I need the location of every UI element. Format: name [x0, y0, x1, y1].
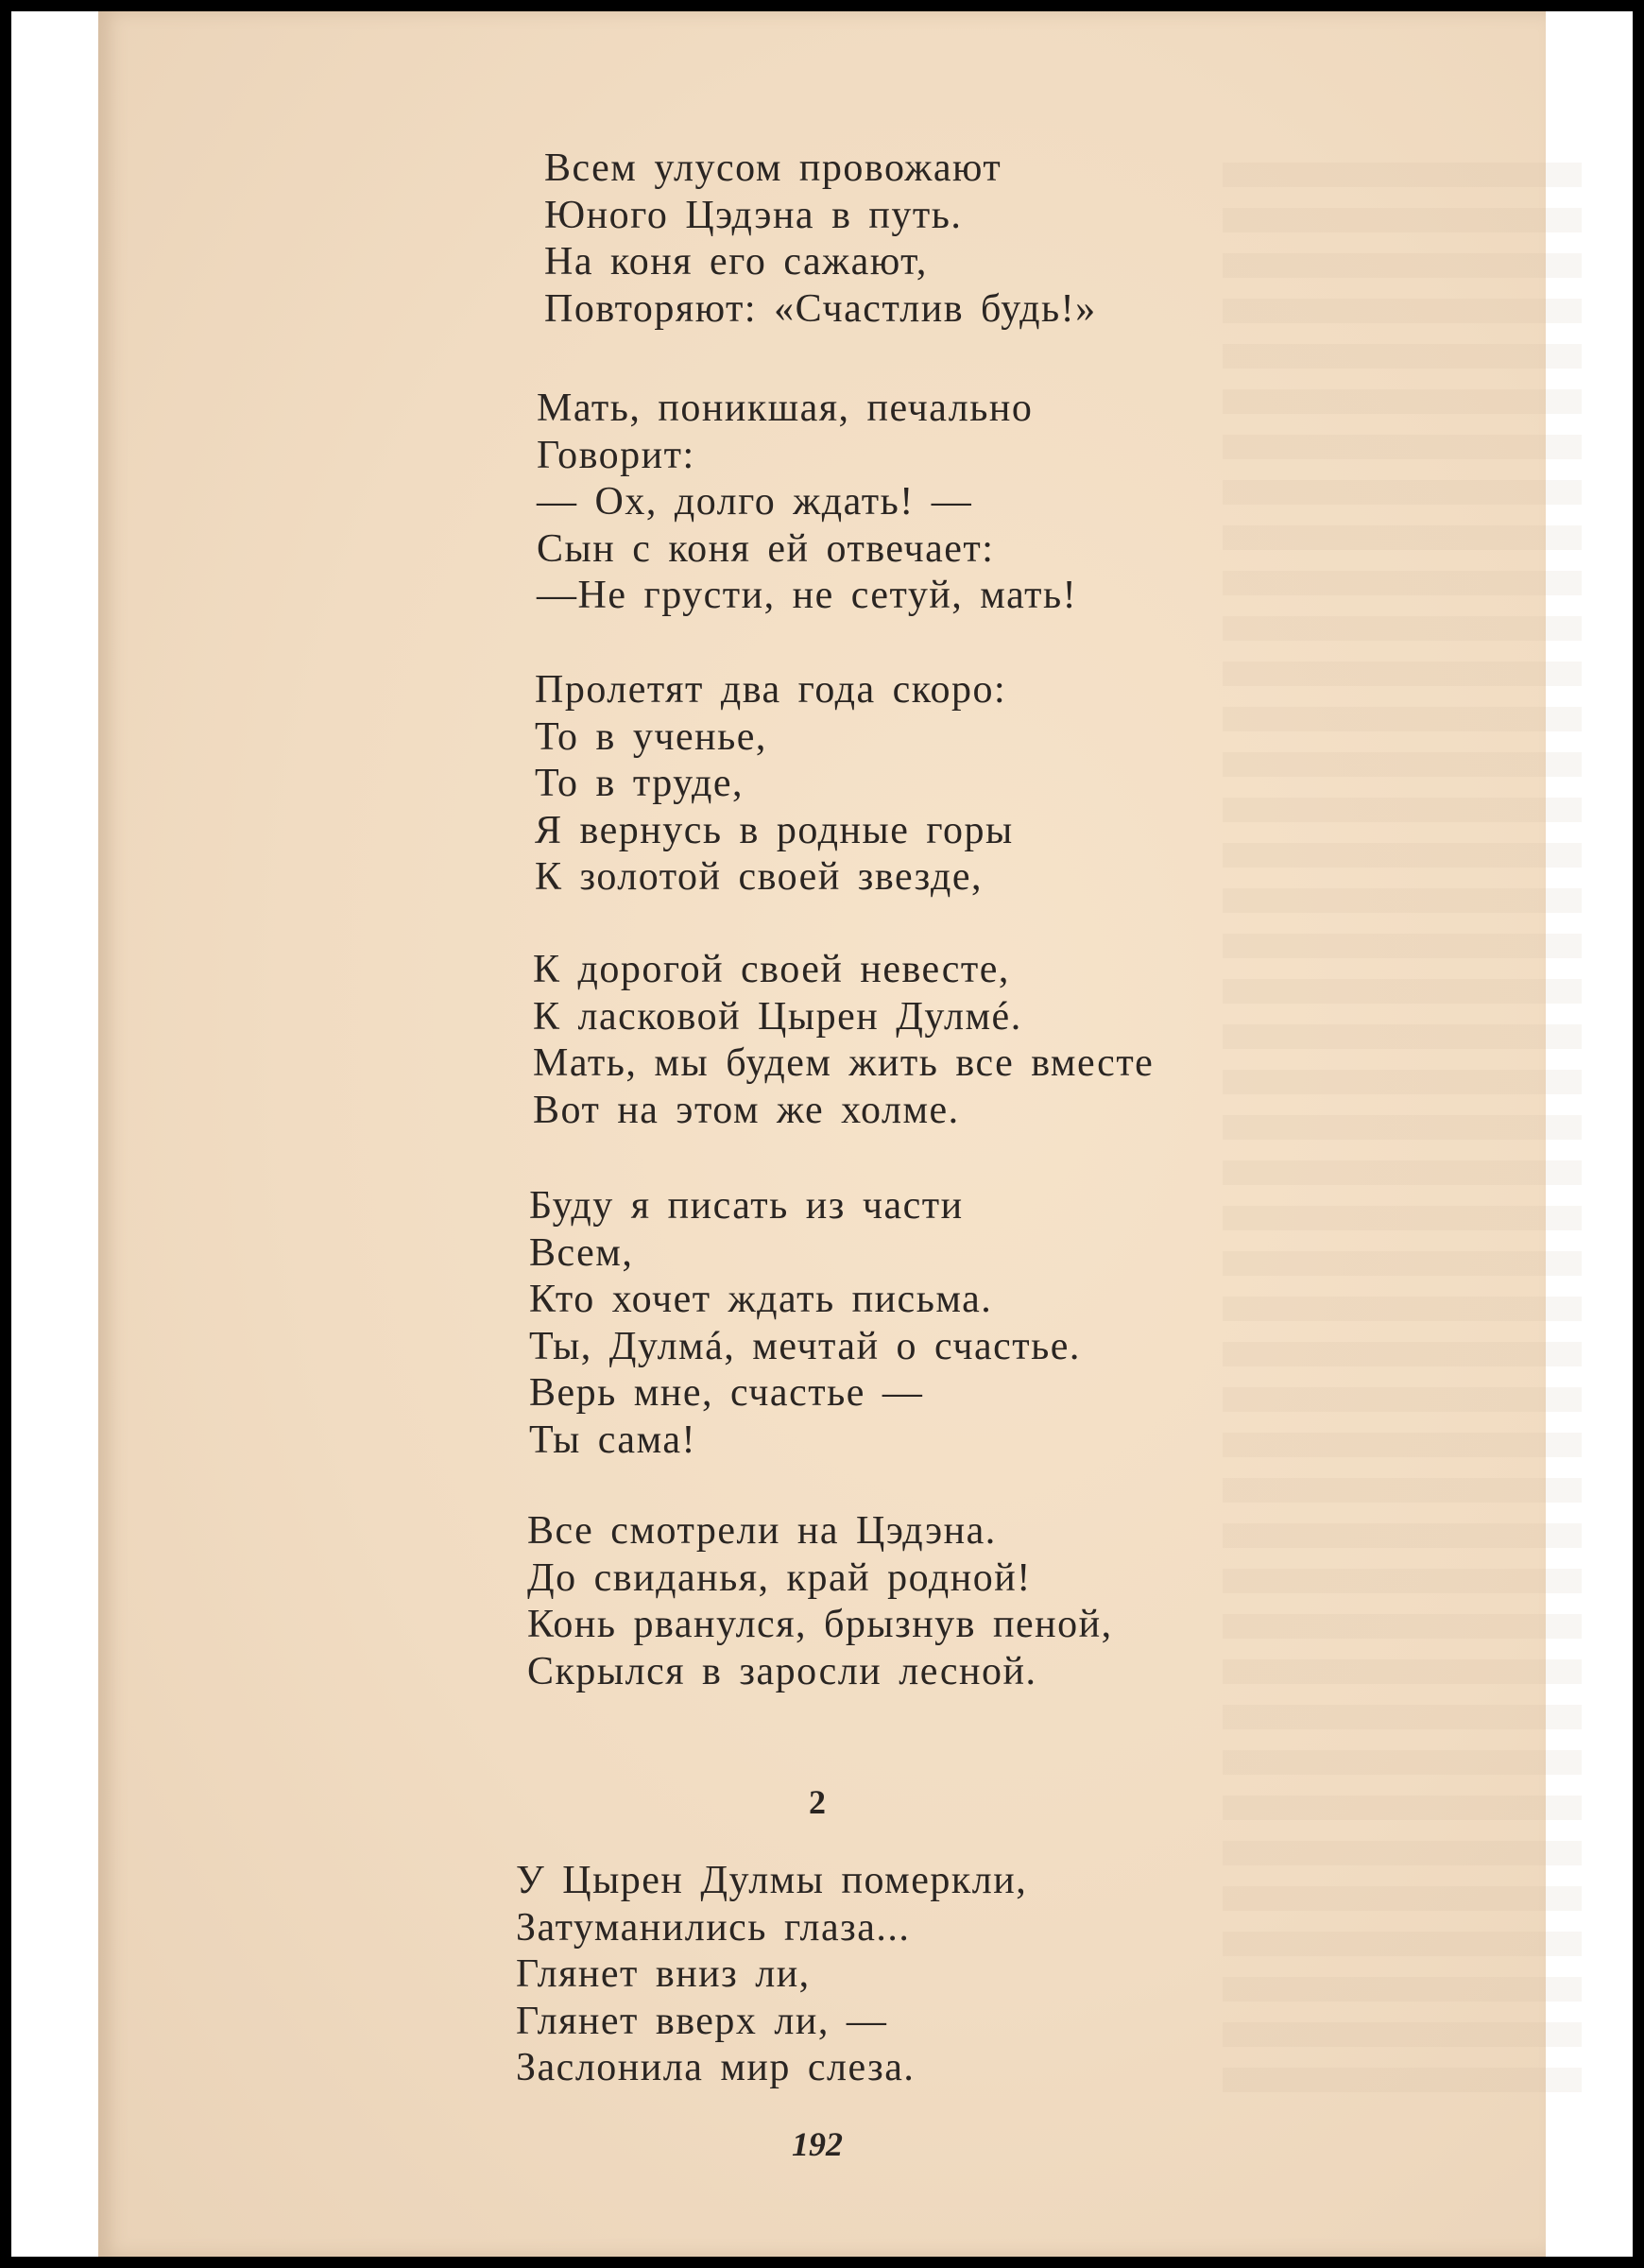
- poem-line: Все смотрели на Цэдэна.: [527, 1509, 997, 1553]
- poem-line: Я вернусь в родные горы: [535, 808, 1014, 852]
- poem-line: Глянет вверх ли, —: [516, 1999, 888, 2043]
- poem-line: Затуманились глаза...: [516, 1905, 911, 1950]
- stanza-4: [533, 947, 1154, 1134]
- section-number: 2: [809, 1783, 826, 1821]
- page-number: 192: [792, 2125, 843, 2163]
- stanza-3: [535, 667, 1014, 902]
- poem-line: Мать, мы будем жить все вместе: [533, 1041, 1155, 1085]
- stanza-1: [544, 146, 1097, 333]
- poem-line: Всем улусом провожают: [544, 146, 1002, 190]
- show-through-text: [1223, 163, 1582, 2100]
- poem-line: Вот на этом же холме.: [533, 1088, 960, 1132]
- poem-line: На коня его сажают,: [544, 240, 928, 284]
- poem-line: Заслонила мир слеза.: [516, 2046, 916, 2089]
- scan-margin-left: [11, 11, 98, 2257]
- poem-line: Пролетят два года скоро:: [535, 668, 1007, 712]
- poem-line: Верь мне, счастье —: [529, 1371, 924, 1415]
- poem-line: Сын с коня ей отвечает:: [537, 526, 995, 571]
- poem-line: —Не грусти, не сетуй, мать!: [537, 574, 1078, 617]
- poem-line: До свиданья, край родной!: [527, 1555, 1032, 1600]
- poem-line: Повторяют: «Счастлив будь!»: [544, 286, 1097, 331]
- poem-line: Скрылся в заросли лесной.: [527, 1649, 1037, 1693]
- stanza-5: [529, 1183, 1081, 1464]
- stanza-7: [516, 1858, 1027, 2092]
- poem-line: Кто хочет ждать письма.: [529, 1278, 993, 1321]
- poem-line: То в труде,: [535, 762, 745, 805]
- poem-line: То в ученье,: [535, 714, 767, 759]
- poem-line: К золотой своей звезде,: [535, 855, 983, 899]
- stanza-6: [527, 1508, 1113, 1695]
- poem-line: Всем,: [529, 1230, 634, 1275]
- poem-line: У Цырен Дулмы померкли,: [516, 1859, 1028, 1902]
- poem-line: Конь рванулся, брызнув пеной,: [527, 1603, 1113, 1646]
- poem-line: Юного Цэдэна в путь.: [544, 193, 963, 237]
- poem-line: К дорогой своей невесте,: [533, 948, 1010, 991]
- stanza-2: [537, 386, 1077, 620]
- poem-line: — Ох, долго ждать! —: [537, 480, 973, 524]
- poem-line: Ты, Дулмá, мечтай о счастье.: [529, 1324, 1081, 1368]
- poem-line: Буду я писать из части: [529, 1184, 964, 1228]
- poem-line: К ласковой Цырен Дулмé.: [533, 994, 1022, 1039]
- poem-line: Мать, поникшая, печально: [537, 387, 1034, 430]
- poem-line: Говорит:: [537, 433, 695, 477]
- poem-line: Глянет вниз ли,: [516, 1952, 811, 1996]
- poem-line: Ты сама!: [529, 1418, 696, 1462]
